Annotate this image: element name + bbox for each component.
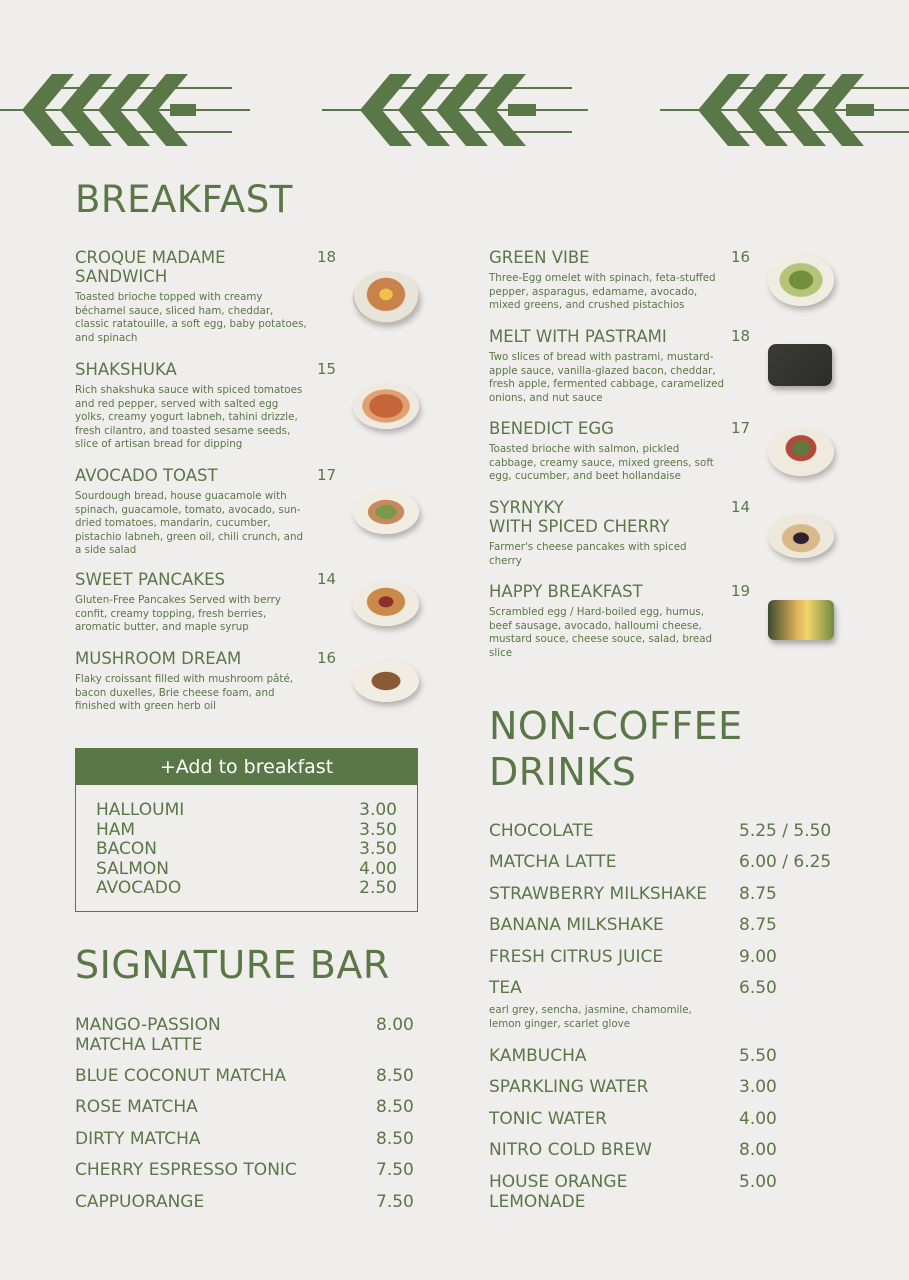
addon-row <box>96 821 397 841</box>
item-name: HAPPY BREAKFAST <box>489 582 643 601</box>
item-price: 16 <box>731 248 751 266</box>
item-description: Three-Egg omelet with spinach, feta-stuffed pepper, asparagus, edamame, avocado, mixed greens, and crushed pistachios <box>489 272 716 311</box>
drink-name: BANANA MILKSHAKE <box>489 915 664 935</box>
drink-price: 4.00 <box>739 1109 777 1129</box>
addon-name: SALMON <box>96 858 169 879</box>
addon-name: HAM <box>96 819 136 840</box>
drink-name: BLUE COCONUT MATCHA <box>75 1066 286 1086</box>
drink-price: 8.00 <box>376 1015 414 1035</box>
item-name: GREEN VIBE <box>489 248 590 267</box>
drink-price: 8.50 <box>376 1097 414 1117</box>
drink-price: 6.00 / 6.25 <box>739 852 832 872</box>
addon-price: 2.50 <box>359 878 397 898</box>
item-description: Sourdough bread, house guacamole with spinach, guacamole, tomato, avocado, sun-dried tomatoes, mandarin, cucumber, pistachio labneh, green oil, chili crunch, and a side salad <box>75 490 304 556</box>
drink-price: 8.00 <box>739 1140 777 1160</box>
menu-item <box>75 248 335 345</box>
drink-price: 7.50 <box>376 1192 414 1212</box>
drink-name: CAPPUORANGE <box>75 1192 205 1212</box>
menu-item <box>75 649 335 714</box>
breakfast-title: BREAKFAST <box>75 178 293 221</box>
wheat-ornament-center <box>322 70 588 150</box>
menu-item <box>75 570 335 635</box>
item-name: SYRNYKY WITH SPICED CHERRY <box>489 498 670 536</box>
item-name: CROQUE MADAME SANDWICH <box>75 248 226 286</box>
drink-price: 8.75 <box>739 915 777 935</box>
non-coffee-title-line1: NON-COFFEE <box>489 704 743 748</box>
addon-row <box>96 801 397 821</box>
item-description: Toasted brioche topped with creamy béchamel sauce, sliced ham, cheddar, classic ratatouille, a soft egg, baby potatoes, and spinach <box>75 291 307 344</box>
shakshuka-image <box>353 383 419 429</box>
drink-name: DIRTY MATCHA <box>75 1129 201 1149</box>
drink-name: CHERRY ESPRESSO TONIC <box>75 1160 297 1180</box>
drink-name: TONIC WATER <box>489 1109 607 1129</box>
item-price: 15 <box>317 360 337 378</box>
green-vibe-image <box>768 254 834 306</box>
drink-name: SPARKLING WATER <box>489 1077 649 1097</box>
drink-price: 9.00 <box>739 947 777 967</box>
item-price: 17 <box>317 466 337 484</box>
drink-price: 8.50 <box>376 1129 414 1149</box>
item-price: 16 <box>317 649 337 667</box>
drink-price: 5.00 <box>739 1172 777 1192</box>
add-to-breakfast-box <box>75 748 418 912</box>
drink-price: 5.50 <box>739 1046 777 1066</box>
item-description: Toasted brioche with salmon, pickled cabbage, creamy sauce, mixed greens, soft egg, cucumber, and beet hollandaise <box>489 443 714 482</box>
addon-price: 3.00 <box>359 800 397 820</box>
drink-name: KAMBUCHA <box>489 1046 587 1066</box>
item-price: 19 <box>731 582 751 600</box>
benedict-egg-image <box>768 428 834 476</box>
addon-row <box>96 860 397 880</box>
item-price: 18 <box>731 327 751 345</box>
addon-row <box>96 879 397 899</box>
item-name: SWEET PANCAKES <box>75 570 226 589</box>
drink-price: 8.75 <box>739 884 777 904</box>
wheat-ornament-right <box>660 70 909 150</box>
addon-name: BACON <box>96 839 157 859</box>
item-price: 18 <box>317 248 337 266</box>
melt-with-pastrami-image <box>768 344 832 386</box>
addon-price: 4.00 <box>359 858 397 879</box>
item-name: AVOCADO TOAST <box>75 466 218 485</box>
drink-name: NITRO COLD BREW <box>489 1140 652 1160</box>
drink-price: 7.50 <box>376 1160 414 1180</box>
drink-name: MATCHA LATTE <box>489 852 617 872</box>
addon-name: AVOCADO <box>96 878 182 898</box>
signature-bar-title: SIGNATURE BAR <box>75 943 390 987</box>
menu-item <box>489 498 759 568</box>
drink-name: CHOCOLATE <box>489 821 594 841</box>
item-description: Scrambled egg / Hard-boiled egg, humus, beef sausage, avocado, halloumi cheese, mustard souce, cheese souce, salad, bread slice <box>489 606 713 659</box>
item-name: MUSHROOM DREAM <box>75 649 242 668</box>
item-price: 17 <box>731 419 751 437</box>
addon-price: 3.50 <box>359 839 397 859</box>
menu-item <box>489 327 759 405</box>
mushroom-dream-image <box>353 660 419 702</box>
non-coffee-title-line2: DRINKS <box>489 750 637 794</box>
drink-price: 8.50 <box>376 1066 414 1086</box>
syrnyky-image <box>768 514 834 558</box>
item-description: Rich shakshuka sauce with spiced tomatoes and red pepper, served with salted egg yolks, creamy yogurt labneh, tahini drizzle, fresh cilantro, and toasted sesame seeds, slice of artisan bread for dipping <box>75 384 303 450</box>
add-to-breakfast-header: +Add to breakfast <box>76 749 417 785</box>
addon-name: HALLOUMI <box>96 800 185 820</box>
menu-item <box>75 466 335 558</box>
happy-breakfast-image <box>768 600 834 640</box>
menu-item <box>489 419 759 484</box>
item-name: SHAKSHUKA <box>75 360 177 379</box>
avocado-toast-image <box>353 490 419 534</box>
drink-price: 5.25 / 5.50 <box>739 821 832 841</box>
item-description: Flaky croissant filled with mushroom pâté, bacon duxelles, Brie cheese foam, and finished with green herb oil <box>75 673 294 712</box>
sweet-pancakes-image <box>353 582 419 626</box>
croque-madame-image <box>353 271 419 323</box>
item-description: Farmer's cheese pancakes with spiced cherry <box>489 541 687 567</box>
item-price: 14 <box>731 498 751 516</box>
drink-price: 3.00 <box>739 1077 777 1097</box>
drink-price: 6.50 <box>739 978 777 998</box>
drink-name: MANGO-PASSION MATCHA LATTE <box>75 1015 221 1055</box>
item-price: 14 <box>317 570 337 588</box>
addon-row <box>96 840 397 860</box>
wheat-ornament-left <box>0 70 250 150</box>
item-name: MELT WITH PASTRAMI <box>489 327 667 346</box>
tea-varieties-note: earl grey, sencha, jasmine, chamomile, lemon ginger, scarlet glove <box>489 1004 692 1030</box>
drink-name: STRAWBERRY MILKSHAKE <box>489 884 707 904</box>
item-description: Gluten-Free Pancakes Served with berry confit, creamy topping, fresh berries, aromatic butter, and maple syrup <box>75 594 281 633</box>
drink-name: TEA <box>489 978 522 998</box>
menu-item <box>489 582 759 660</box>
addon-price: 3.50 <box>359 819 397 840</box>
item-description: Two slices of bread with pastrami, mustard-apple sauce, vanilla-glazed bacon, cheddar, fresh apple, fermented cabbage, caramelized onions, and nut sauce <box>489 351 724 404</box>
menu-item <box>489 248 759 313</box>
menu-item <box>75 360 335 452</box>
item-name: BENEDICT EGG <box>489 419 614 438</box>
drink-name: ROSE MATCHA <box>75 1097 198 1117</box>
drink-name: HOUSE ORANGE LEMONADE <box>489 1172 628 1212</box>
drink-name: FRESH CITRUS JUICE <box>489 947 664 967</box>
